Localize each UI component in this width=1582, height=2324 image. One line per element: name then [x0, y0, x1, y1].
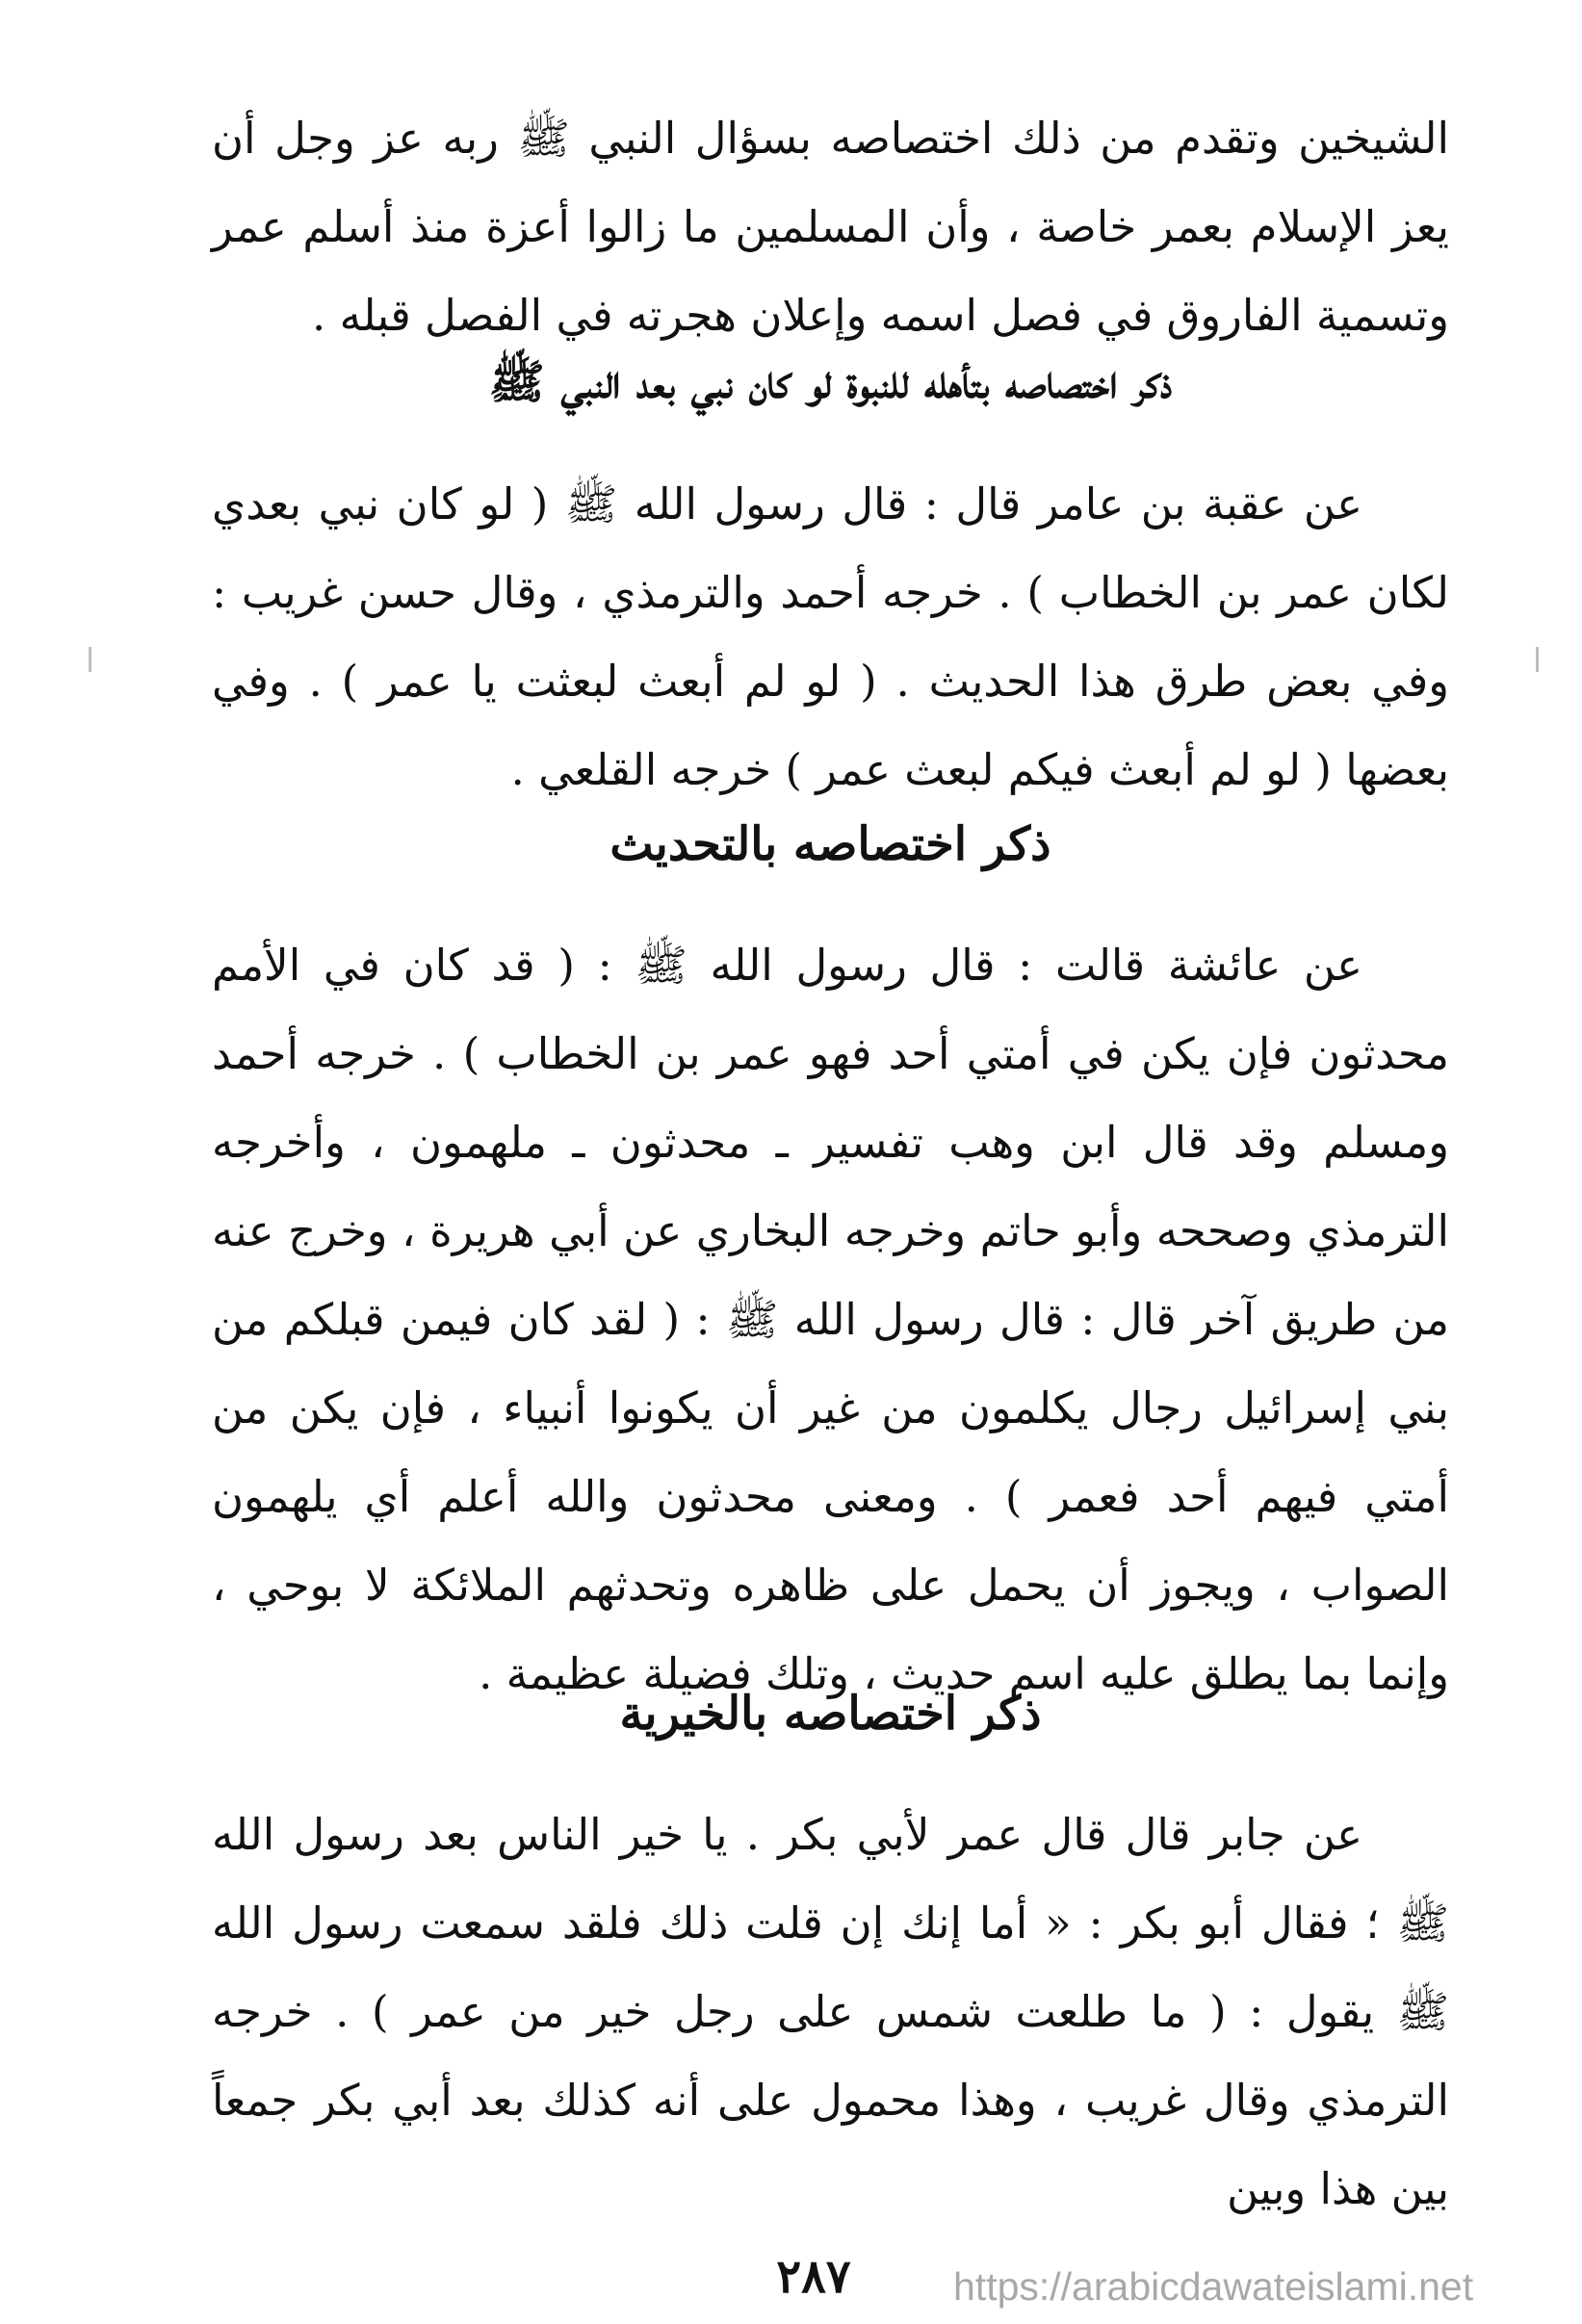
- paragraph-prophethood: [212, 460, 1449, 814]
- paragraph-3-text: عن عائشة قالت : قال رسول الله ﷺ : ( قد كان في الأمم محدثون فإن يكن في أمتي أحد فهو عمر بن الخطاب ) . خرجه أحمد ومسلم وقد قال ابن وهب تفسير ـ محدثون ـ ملهمون ، وأخرجه الترمذي وصححه وأبو حاتم وخرجه البخاري عن أبي هريرة ، وخرج عنه من طريق آخر قال : قال رسول الله ﷺ : ( لقد كان فيمن قبلكم من بني إسرائيل رجال يكلمون من غير أن يكونوا أنبياء ، فإن يكن من أمتي فيهم أحد فعمر ) . ومعنى محدثون والله أعلم أي يلهمون الصواب ، ويجوز أن يحمل على ظاهره وتحدثهم الملائكة لا بوحي ، وإنما بما يطلق عليه اسم حديث ، وتلك فضيلة عظيمة .: [212, 940, 1449, 1699]
- section-heading-prophethood: ذكر اختصاصه بتأهله للنبوة لو كان نبي بعد النبي ﷺ: [488, 355, 1173, 409]
- scan-mark: [1536, 647, 1539, 672]
- scan-mark: [89, 647, 91, 672]
- section-heading-khayriyya: ذكر اختصاصه بالخيرية: [619, 1687, 1042, 1741]
- paragraph-1-text: الشيخين وتقدم من ذلك اختصاصه بسؤال النبي ﷺ ربه عز وجل أن يعز الإسلام بعمر خاصة ، وأن المسلمين ما زالوا أعزة منذ أسلم عمر وتسمية الفاروق في فصل اسمه وإعلان هجرته في الفصل قبله .: [212, 113, 1449, 341]
- section-heading-tahdith: ذكر اختصاصه بالتحديث: [609, 817, 1051, 871]
- page-number: ٢٨٧: [776, 2250, 851, 2304]
- paragraph-khayriyya: [212, 1791, 1449, 2234]
- paragraph-continuation: [212, 94, 1449, 360]
- paragraph-4-text: عن جابر قال قال عمر لأبي بكر . يا خير الناس بعد رسول الله ﷺ ؛ فقال أبو بكر : « أما إنك إن قلت ذلك فلقد سمعت رسول الله ﷺ يقول : ( ما طلعت شمس على رجل خير من عمر ) . خرجه الترمذي وقال غريب ، وهذا محمول على أنه كذلك بعد أبي بكر جمعاً بين هذا وبين: [212, 1809, 1449, 2214]
- paragraph-2-text: عن عقبة بن عامر قال : قال رسول الله ﷺ ( لو كان نبي بعدي لكان عمر بن الخطاب ) . خرجه أحمد والترمذي ، وقال حسن غريب : وفي بعض طرق هذا الحديث . ( لو لم أبعث لبعثت يا عمر ) . وفي بعضها ( لو لم أبعث فيكم لبعث عمر ) خرجه القلعي .: [212, 478, 1449, 795]
- watermark-url: https://arabicdawateislami.net: [953, 2264, 1474, 2309]
- paragraph-tahdith: [212, 921, 1449, 1718]
